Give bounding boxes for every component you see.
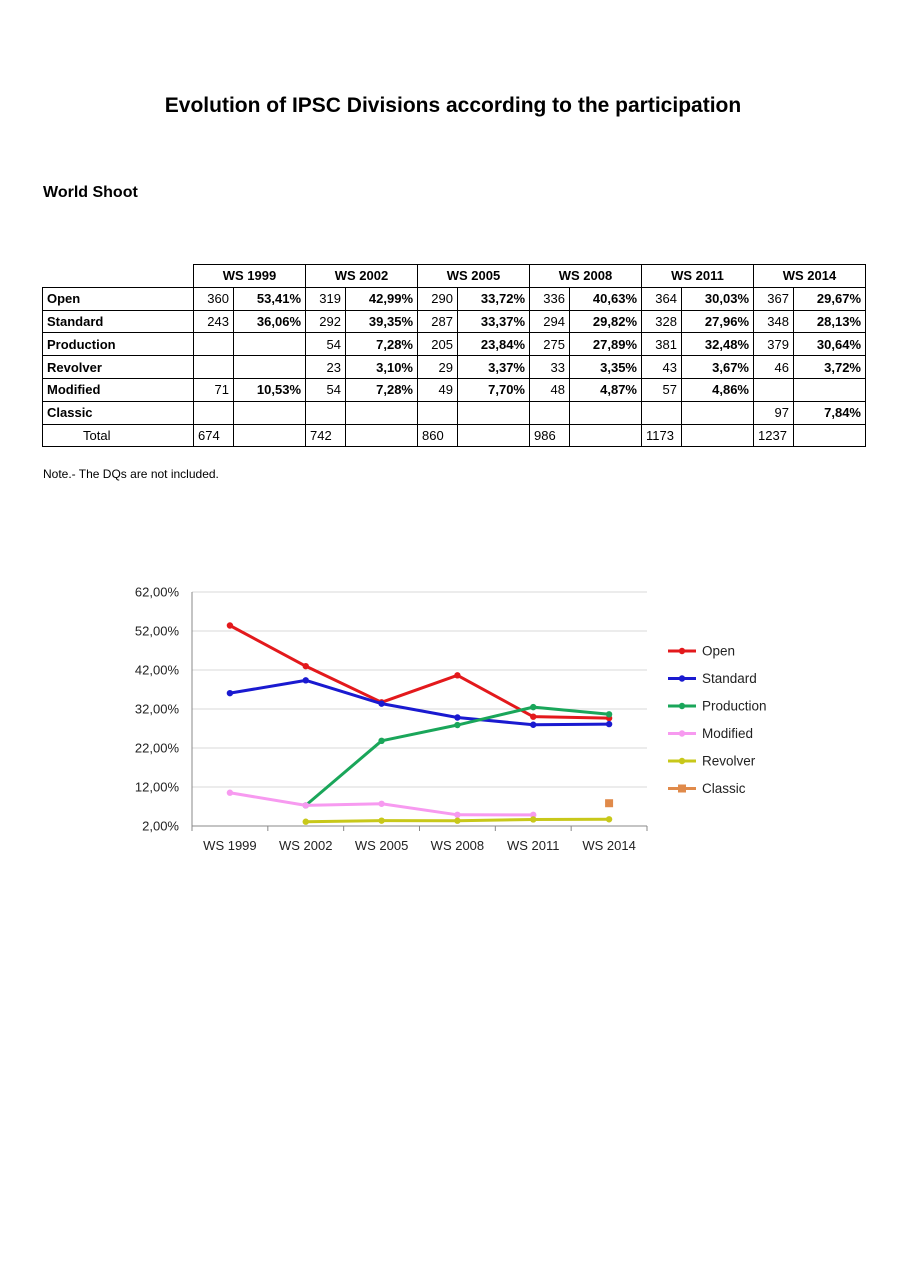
row-label: Classic xyxy=(43,401,194,424)
legend-item xyxy=(668,726,753,741)
row-label: Revolver xyxy=(43,356,194,379)
percent-cell: 29,67% xyxy=(794,287,866,310)
count-cell xyxy=(306,401,346,424)
data-point xyxy=(605,799,613,807)
data-point xyxy=(454,812,460,818)
percent-cell: 3,35% xyxy=(570,356,642,379)
count-cell: 367 xyxy=(754,287,794,310)
percent-cell: 42,99% xyxy=(346,287,418,310)
data-point xyxy=(303,819,309,825)
count-cell: 49 xyxy=(418,378,458,401)
total-label: Total xyxy=(43,424,194,447)
table-note: Note.- The DQs are not included. xyxy=(43,467,219,481)
count-cell xyxy=(642,401,682,424)
empty-cell xyxy=(458,424,530,447)
count-cell: 54 xyxy=(306,378,346,401)
legend-marker xyxy=(679,648,685,654)
participation-table xyxy=(42,264,866,447)
percent-cell: 29,82% xyxy=(570,310,642,333)
count-cell: 290 xyxy=(418,287,458,310)
legend-marker xyxy=(679,703,685,709)
percent-cell: 3,67% xyxy=(682,356,754,379)
data-point xyxy=(454,818,460,824)
count-cell: 360 xyxy=(194,287,234,310)
empty-cell xyxy=(346,424,418,447)
count-cell xyxy=(194,401,234,424)
count-cell xyxy=(194,333,234,356)
count-cell: 292 xyxy=(306,310,346,333)
count-cell: 379 xyxy=(754,333,794,356)
column-header: WS 2002 xyxy=(306,265,418,288)
table-row xyxy=(43,356,866,379)
column-header: WS 2011 xyxy=(642,265,754,288)
empty-cell xyxy=(682,424,754,447)
table-body xyxy=(43,287,866,447)
count-cell: 48 xyxy=(530,378,570,401)
percent-cell: 53,41% xyxy=(234,287,306,310)
total-cell: 1237 xyxy=(754,424,794,447)
percent-cell: 3,10% xyxy=(346,356,418,379)
legend-marker xyxy=(679,730,685,736)
count-cell: 43 xyxy=(642,356,682,379)
data-point xyxy=(378,817,384,823)
column-header: WS 2014 xyxy=(754,265,866,288)
percent-cell: 30,03% xyxy=(682,287,754,310)
count-cell: 54 xyxy=(306,333,346,356)
table-row xyxy=(43,287,866,310)
data-point xyxy=(454,714,460,720)
count-cell: 381 xyxy=(642,333,682,356)
table-row xyxy=(43,378,866,401)
percent-cell: 30,64% xyxy=(794,333,866,356)
legend-item xyxy=(668,781,746,796)
percent-cell: 36,06% xyxy=(234,310,306,333)
data-point xyxy=(530,816,536,822)
legend-label: Standard xyxy=(702,671,757,686)
y-tick-label: 32,00% xyxy=(134,701,179,717)
legend-label: Revolver xyxy=(702,753,756,769)
data-point xyxy=(530,713,536,719)
legend-marker xyxy=(678,785,686,793)
x-tick-label: WS 2014 xyxy=(582,838,636,853)
x-tick-label: WS 2005 xyxy=(354,838,409,853)
y-tick-label: 62,00% xyxy=(134,584,179,600)
column-header: WS 1999 xyxy=(194,265,306,288)
count-cell: 287 xyxy=(418,310,458,333)
data-point xyxy=(378,738,384,744)
y-tick-label: 42,00% xyxy=(134,662,179,678)
empty-cell xyxy=(794,424,866,447)
total-cell: 986 xyxy=(530,424,570,447)
count-cell: 97 xyxy=(754,401,794,424)
percent-cell: 39,35% xyxy=(346,310,418,333)
percent-cell: 33,37% xyxy=(458,310,530,333)
percent-cell xyxy=(234,401,306,424)
count-cell: 23 xyxy=(306,356,346,379)
data-point xyxy=(530,704,536,710)
data-point xyxy=(454,672,460,678)
legend-marker xyxy=(679,758,685,764)
x-tick-label: WS 1999 xyxy=(203,838,257,853)
count-cell: 57 xyxy=(642,378,682,401)
data-point xyxy=(303,677,309,683)
count-cell: 275 xyxy=(530,333,570,356)
percent-cell xyxy=(794,378,866,401)
count-cell: 243 xyxy=(194,310,234,333)
percent-cell: 4,86% xyxy=(682,378,754,401)
table-row xyxy=(43,333,866,356)
total-row xyxy=(43,424,866,447)
total-cell: 674 xyxy=(194,424,234,447)
table-header-row xyxy=(43,265,866,288)
legend-label: Classic xyxy=(702,781,746,796)
percent-cell: 40,63% xyxy=(570,287,642,310)
data-point xyxy=(227,622,233,628)
percent-cell: 28,13% xyxy=(794,310,866,333)
percent-cell: 27,96% xyxy=(682,310,754,333)
y-axis-tick-labels xyxy=(135,585,180,834)
percent-cell xyxy=(234,356,306,379)
table-row xyxy=(43,401,866,424)
section-subtitle: World Shoot xyxy=(43,184,138,201)
count-cell: 29 xyxy=(418,356,458,379)
y-tick-label: 52,00% xyxy=(134,623,179,639)
percent-cell: 7,84% xyxy=(794,401,866,424)
chart-legend xyxy=(668,644,767,797)
percent-cell: 32,48% xyxy=(682,333,754,356)
count-cell: 46 xyxy=(754,356,794,379)
x-axis-tick-labels xyxy=(203,838,636,853)
count-cell xyxy=(754,378,794,401)
count-cell: 294 xyxy=(530,310,570,333)
percent-cell: 27,89% xyxy=(570,333,642,356)
series-standard xyxy=(227,677,613,728)
count-cell xyxy=(418,401,458,424)
table-row xyxy=(43,310,866,333)
percent-cell xyxy=(570,401,642,424)
legend-item xyxy=(668,644,735,659)
percent-cell: 10,53% xyxy=(234,378,306,401)
chart-series xyxy=(227,622,613,825)
empty-cell xyxy=(570,424,642,447)
percent-cell: 23,84% xyxy=(458,333,530,356)
data-point xyxy=(530,722,536,728)
empty-cell xyxy=(234,424,306,447)
y-tick-label: 22,00% xyxy=(134,740,179,756)
y-tick-label: 12,00% xyxy=(134,779,179,795)
legend-label: Modified xyxy=(702,726,754,741)
data-point xyxy=(606,711,612,717)
count-cell: 205 xyxy=(418,333,458,356)
data-point xyxy=(227,690,233,696)
data-point xyxy=(227,790,233,796)
count-cell: 33 xyxy=(530,356,570,379)
total-cell: 1173 xyxy=(642,424,682,447)
row-label: Modified xyxy=(43,378,194,401)
x-tick-label: WS 2008 xyxy=(430,838,485,853)
total-cell: 742 xyxy=(306,424,346,447)
legend-item xyxy=(668,754,756,769)
count-cell: 319 xyxy=(306,287,346,310)
column-header: WS 2008 xyxy=(530,265,642,288)
series-line xyxy=(230,626,609,719)
data-point xyxy=(606,816,612,822)
row-label: Standard xyxy=(43,310,194,333)
series-classic xyxy=(605,799,613,807)
legend-label: Production xyxy=(702,698,767,714)
data-point xyxy=(378,700,384,706)
legend-marker xyxy=(679,675,685,681)
header-blank-cell xyxy=(43,265,194,288)
data-point xyxy=(303,802,309,808)
x-tick-label: WS 2002 xyxy=(279,838,333,853)
data-point xyxy=(303,663,309,669)
x-tick-label: WS 2011 xyxy=(506,838,560,853)
page-title: Evolution of IPSC Divisions according to the participation xyxy=(164,94,742,117)
series-open xyxy=(227,622,613,721)
percent-cell: 3,72% xyxy=(794,356,866,379)
y-tick-label: 2,00% xyxy=(142,818,179,834)
count-cell: 328 xyxy=(642,310,682,333)
legend-item xyxy=(668,699,767,714)
row-label: Open xyxy=(43,287,194,310)
legend-item xyxy=(668,671,757,686)
column-header: WS 2005 xyxy=(418,265,530,288)
count-cell xyxy=(194,356,234,379)
line-chart xyxy=(120,578,800,868)
percent-cell: 4,87% xyxy=(570,378,642,401)
count-cell: 336 xyxy=(530,287,570,310)
data-point xyxy=(454,722,460,728)
percent-cell xyxy=(234,333,306,356)
percent-cell xyxy=(458,401,530,424)
row-label: Production xyxy=(43,333,194,356)
data-point xyxy=(606,721,612,727)
percent-cell xyxy=(682,401,754,424)
percent-cell xyxy=(346,401,418,424)
count-cell: 71 xyxy=(194,378,234,401)
legend-label: Open xyxy=(702,643,736,659)
percent-cell: 3,37% xyxy=(458,356,530,379)
count-cell: 348 xyxy=(754,310,794,333)
percent-cell: 7,28% xyxy=(346,333,418,356)
data-point xyxy=(378,801,384,807)
total-cell: 860 xyxy=(418,424,458,447)
series-modified xyxy=(227,790,537,819)
count-cell: 364 xyxy=(642,287,682,310)
percent-cell: 33,72% xyxy=(458,287,530,310)
percent-cell: 7,70% xyxy=(458,378,530,401)
percent-cell: 7,28% xyxy=(346,378,418,401)
count-cell xyxy=(530,401,570,424)
